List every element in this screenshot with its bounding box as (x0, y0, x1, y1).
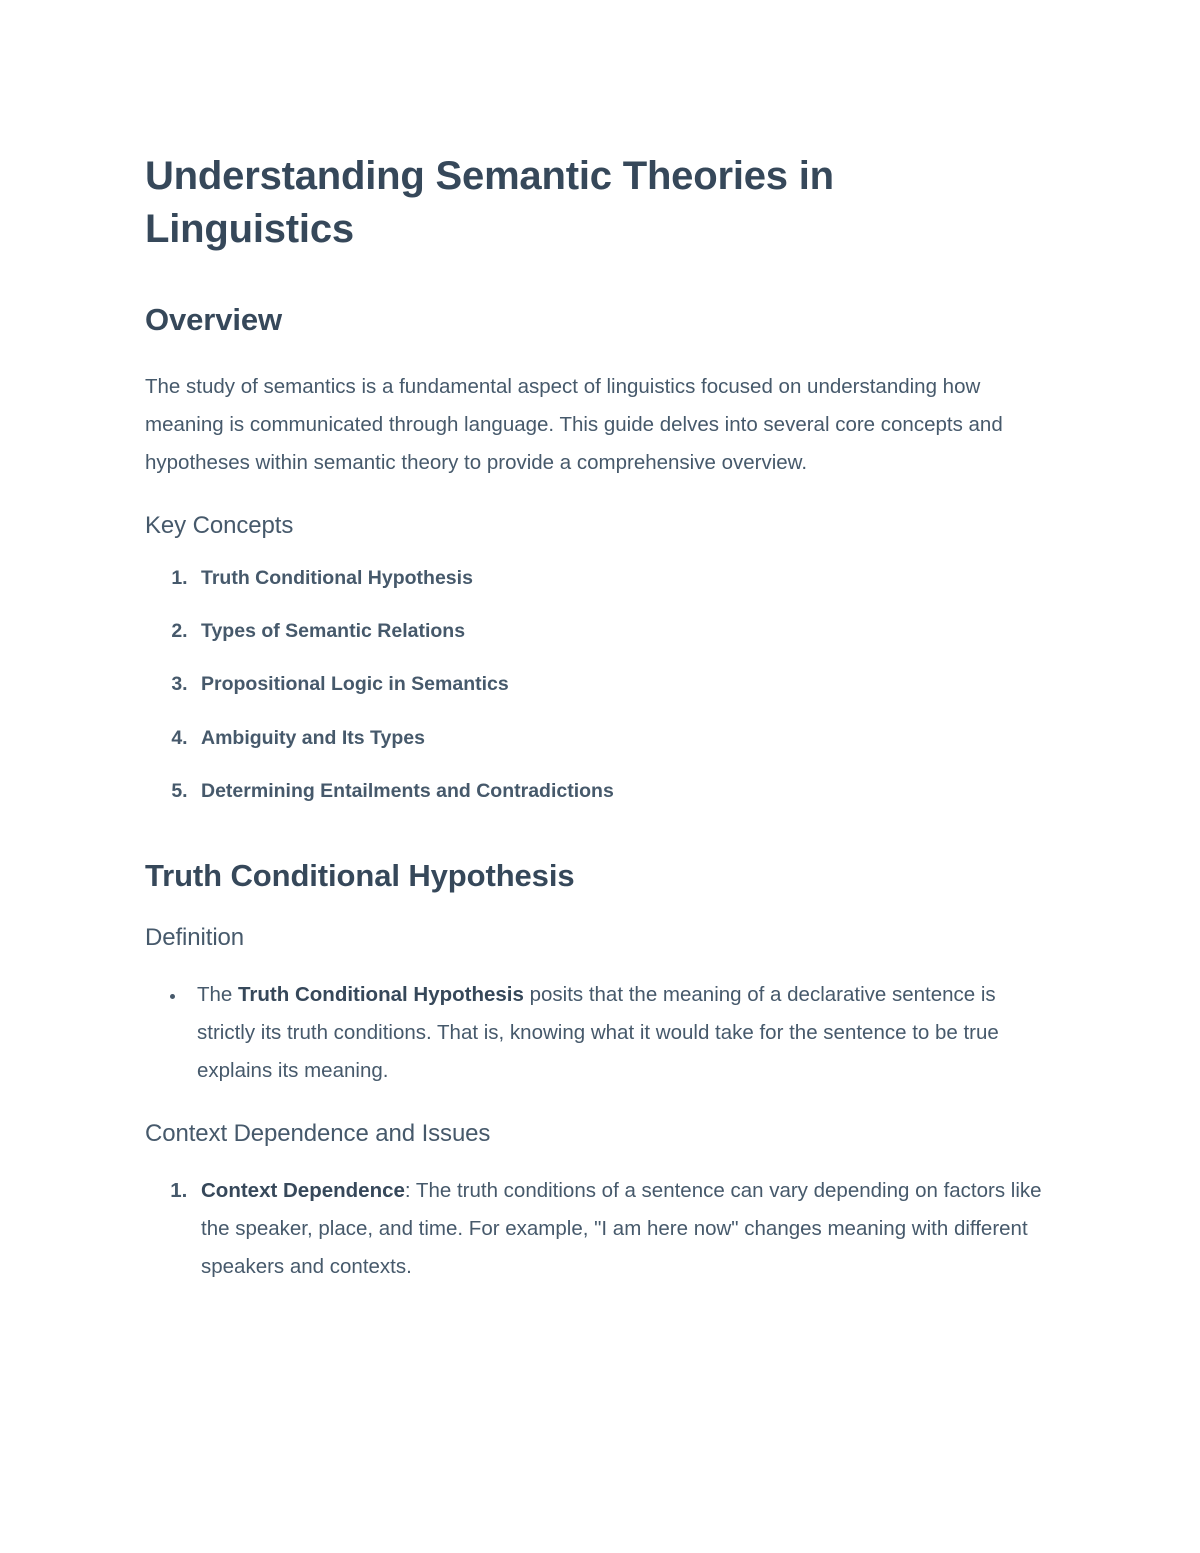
list-item (187, 976, 1055, 1090)
key-concepts-list (145, 564, 1055, 806)
definition-term: Truth Conditional Hypothesis (238, 983, 524, 1007)
list-item: 2. Types of Semantic Relations (193, 617, 1055, 646)
section-heading-overview: Overview (145, 301, 283, 337)
overview-paragraph: The study of semantics is a fundamental aspect of linguistics focused on understanding how meaning is communicated through language. This guide delves into several core concepts and hypotheses within semantic theory to provide a comprehensive overview. (145, 374, 1003, 474)
subheading-definition: Definition (145, 924, 245, 952)
page-title: Understanding Semantic Theories in Linguistics (145, 154, 834, 251)
section-heading-truth-conditional-hypothesis: Truth Conditional Hypothesis (145, 858, 575, 894)
definition-rest: posits that the meaning of a declarative sentence is strictly its truth conditions. That is, knowing what it would take for the sentence to be true explains its meaning. (197, 983, 999, 1083)
context-items-list (145, 1172, 1055, 1286)
definition-lead: The (197, 983, 239, 1007)
definition-list (145, 976, 1055, 1090)
subheading-key-concepts: Key Concepts (145, 511, 294, 539)
list-item: 1. Truth Conditional Hypothesis (193, 564, 1055, 593)
context-item-text: : The truth conditions of a sentence can vary depending on factors like the speaker, place, and time. For example, "I am here now" changes meaning with different speakers and contexts. (201, 1178, 1042, 1278)
list-item: 3. Propositional Logic in Semantics (193, 670, 1055, 699)
list-item: 4. Ambiguity and Its Types (193, 724, 1055, 753)
list-item: 5. Determining Entailments and Contradictions (193, 777, 1055, 806)
context-item-term: Context Dependence (201, 1178, 405, 1202)
subheading-context-dependence-and-issues: Context Dependence and Issues (145, 1119, 491, 1147)
list-item (193, 1172, 1055, 1286)
